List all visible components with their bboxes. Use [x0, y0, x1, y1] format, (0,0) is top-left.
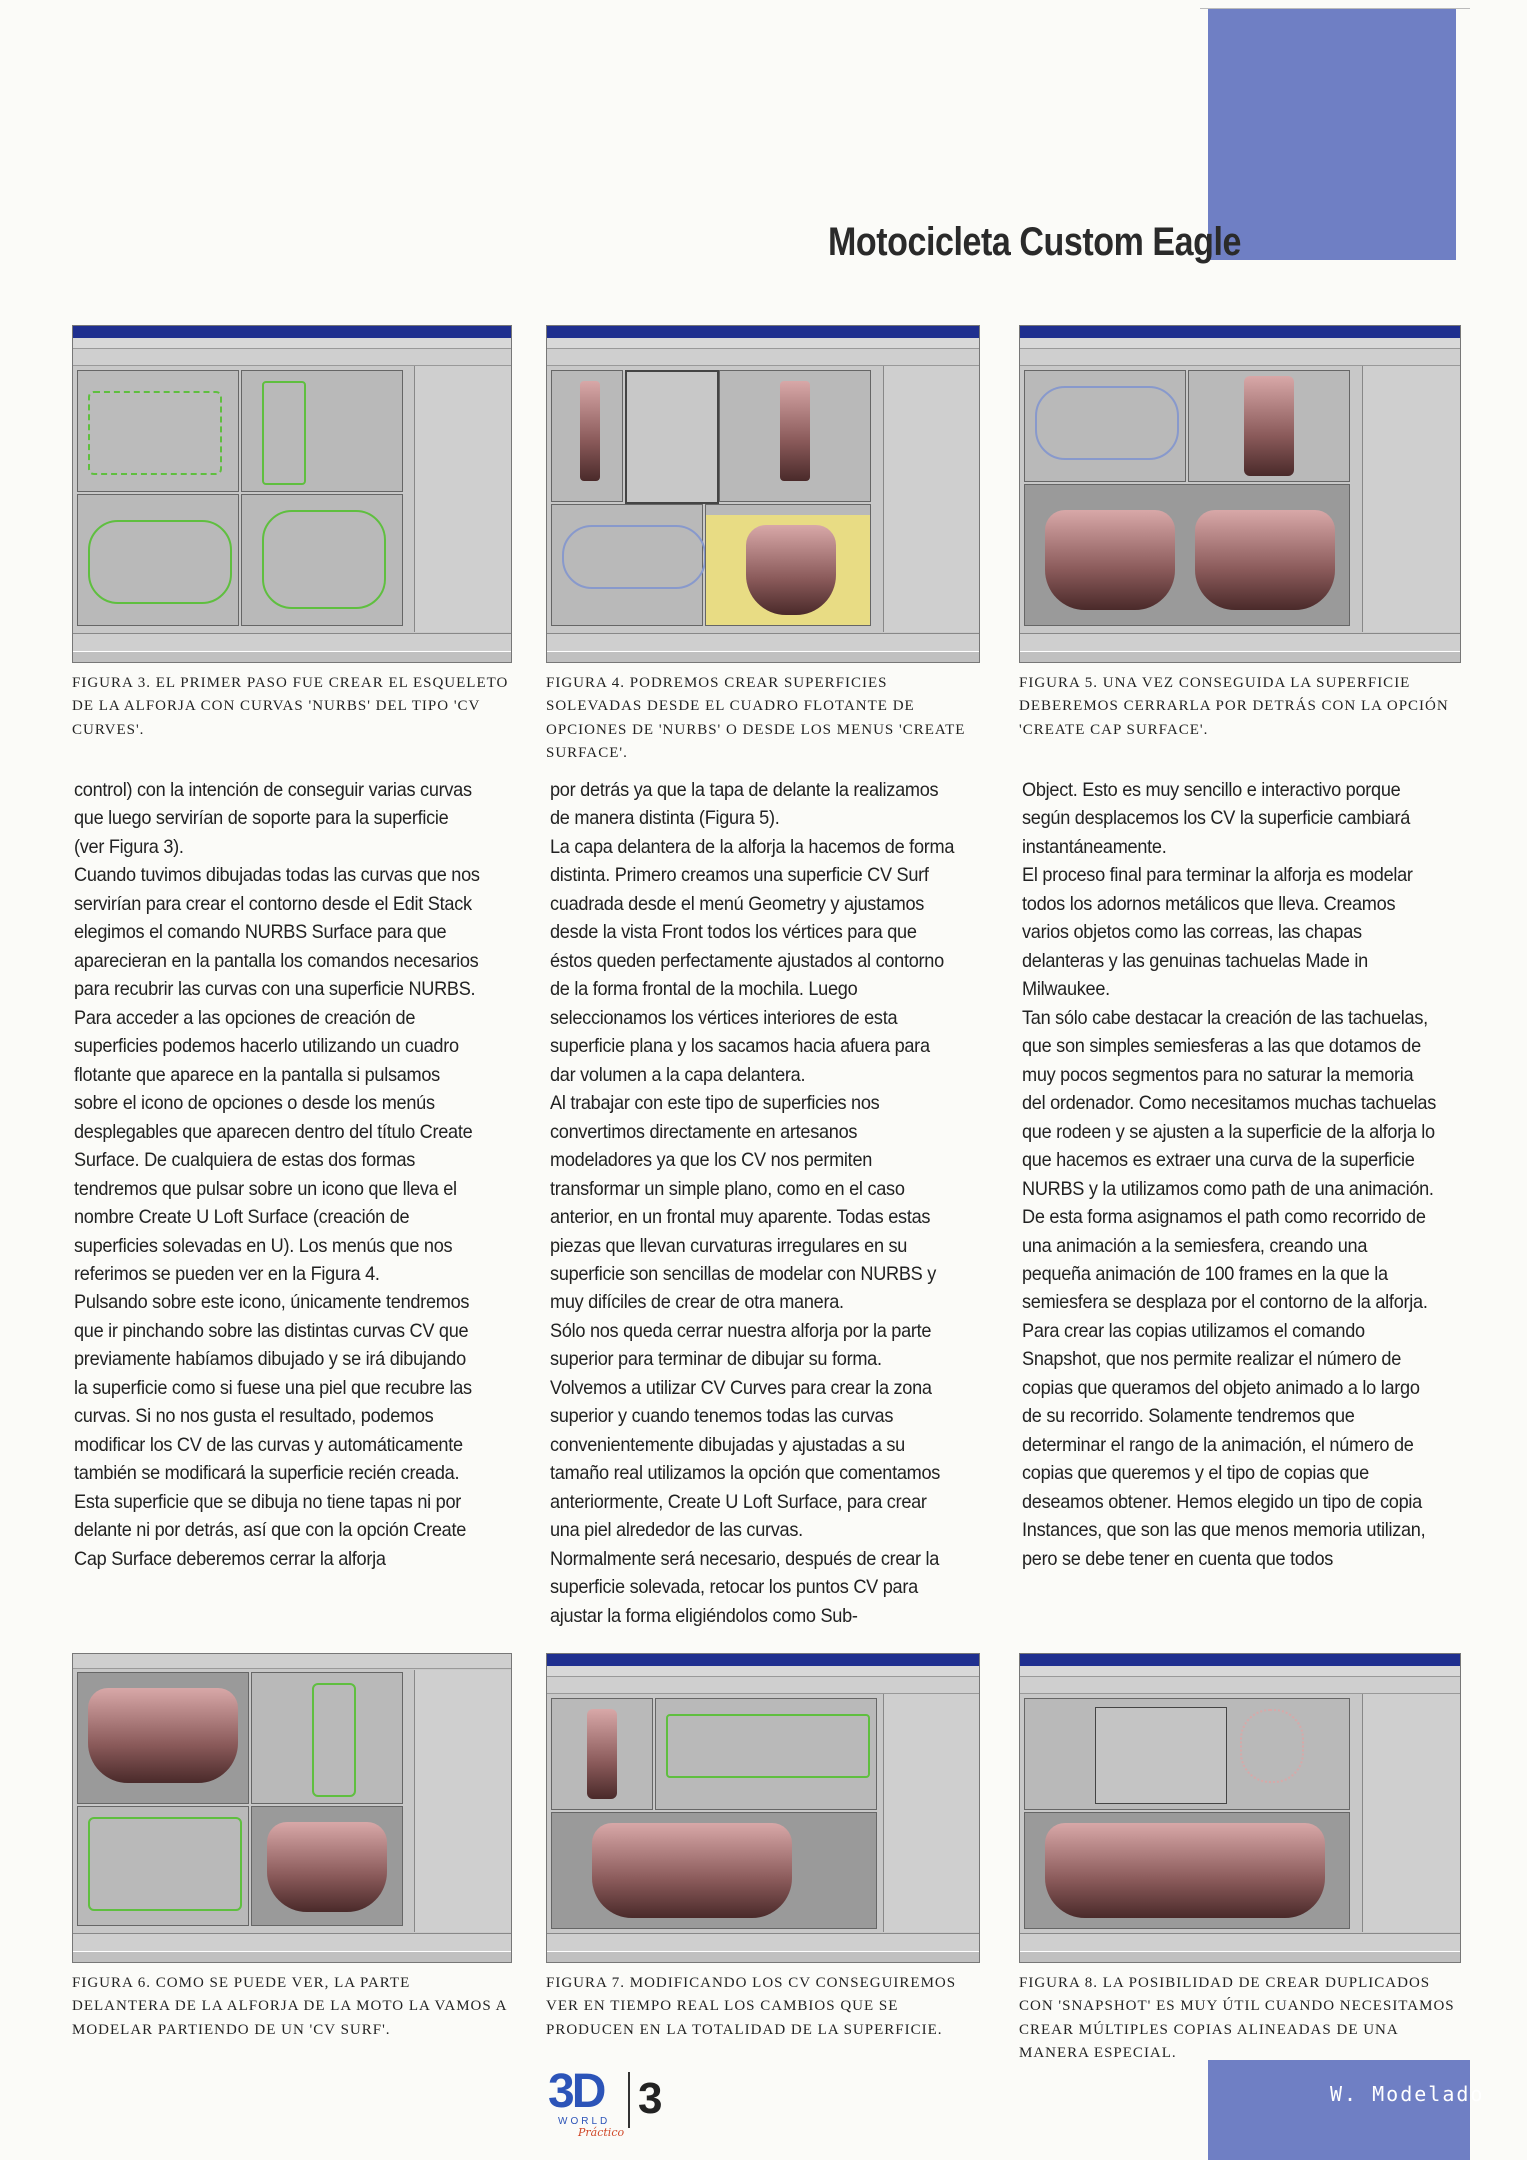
figure-8-caption	[1019, 1972, 1459, 2065]
logo-practico: Práctico	[578, 2126, 625, 2139]
footer-divider	[628, 2072, 630, 2128]
figure-4-text: PODREMOS CREAR SUPERFICIES SOLEVADAS DESDE EL CUADRO FLOTANTE DE OPCIONES DE 'NURBS' O DESDE LOS MENUS 'CREATE SURFACE'.	[546, 675, 966, 761]
figure-7-screenshot	[546, 1653, 980, 1963]
body-column-2: por detrás ya que la tapa de delante la realizamos de manera distinta (Figura 5). La capa delantera de la alforja la hacemos de forma distinta. Primero creamos una superficie CV Surf cuadrada desde el menú Geometry y ajustamos desde la vista Front todos los vértices para que éstos queden perfectamente ajustados al contorno de la forma frontal de la mochila. Luego seleccionamos los vértices interiores de esta superficie plana y los sacamos hacia afuera para dar volumen a la capa delantera. Al trabajar con este tipo de superficies nos convertimos directamente en artesanos modeladores ya que los CV nos permiten transformar un simple plano, como en el caso anterior, en un frontal muy aparente. Todas estas piezas que llevan curvaturas irregulares en su superficie son sencillas de modelar con NURBS y muy difíciles de crear de otra manera. Sólo nos queda cerrar nuestra alforja por la parte superior para terminar de dibujar su forma. Volvemos a utilizar CV Curves para crear la zona superior y cuando tenemos todas las curvas convenientemente dibujadas y ajustadas a su tamaño real utilizamos la opción que comentamos anteriormente, Create U Loft Surface, para crear una piel alrededor de las curvas. Normalmente será necesario, después de crear la superficie solevada, retocar los puntos CV para ajustar la forma eligiéndolos como Sub-	[550, 779, 955, 1627]
figure-6-caption	[72, 1972, 510, 2042]
figure-4-caption	[546, 672, 978, 765]
figure-5-label: FIGURA 5.	[1019, 675, 1099, 691]
figure-7-label: FIGURA 7.	[546, 1975, 626, 1991]
page-number: 3	[638, 2074, 663, 2123]
figure-7-text: MODIFICANDO LOS CV CONSEGUIREMOS VER EN TIEMPO REAL LOS CAMBIOS QUE SE PRODUCEN EN LA TOTALIDAD DE LA SUPERFICIE.	[546, 1975, 957, 2038]
figure-4-label: FIGURA 4.	[546, 675, 626, 691]
figure-8-label: FIGURA 8.	[1019, 1975, 1099, 1991]
page-title: Motocicleta Custom Eagle	[828, 220, 1241, 264]
figure-3-text: EL PRIMER PASO FUE CREAR EL ESQUELETO DE LA ALFORJA CON CURVAS 'NURBS' DEL TIPO 'CV CURVES'.	[72, 675, 509, 738]
figure-6-label: FIGURA 6.	[72, 1975, 152, 1991]
logo-world: WORLD	[558, 2116, 611, 2127]
figure-7-caption	[546, 1972, 978, 2042]
header-accent-tab	[1208, 8, 1456, 260]
figure-6-text: COMO SE PUEDE VER, LA PARTE DELANTERA DE LA ALFORJA DE LA MOTO LA VAMOS A MODELAR PARTIENDO DE UN 'CV SURF'.	[72, 1975, 507, 2038]
figure-6-screenshot	[72, 1653, 512, 1963]
logo-3d: 3D	[548, 2065, 604, 2118]
figure-5-text: UNA VEZ CONSEGUIDA LA SUPERFICIE DEBEREMOS CERRARLA POR DETRÁS CON LA OPCIÓN 'CREATE CAP SURFACE'.	[1019, 675, 1449, 738]
section-tab	[1208, 2060, 1470, 2160]
section-label: W. Modelado	[1330, 2082, 1485, 2106]
body-column-1: control) con la intención de conseguir varias curvas que luego servirían de soporte para la superficie (ver Figura 3). Cuando tuvimos dibujadas todas las curvas que nos servirían para crear el contorno desde el Edit Stack elegimos el comando NURBS Surface para que aparecieran en la pantalla los comandos necesarios para recubrir las curvas con una superficie NURBS. Para acceder a las opciones de creación de superficies podemos hacerlo utilizando un cuadro flotante que aparece en la pantalla si pulsamos sobre el icono de opciones o desde los menús desplegables que aparecen dentro del título Create Surface. De cualquiera de estas dos formas tendremos que pulsar sobre un icono que lleva el nombre Create U Loft Surface (creación de superficies solevadas en U). Los menús que nos referimos se pueden ver en la Figura 4. Pulsando sobre este icono, únicamente tendremos que ir pinchando sobre las distintas curvas CV que previamente habíamos dibujado y se irá dibujando la superficie como si fuese una piel que recubre las curvas. Si no nos gusta el resultado, podemos modificar los CV de las curvas y automáticamente también se modificará la superficie recién creada. Esta superficie que se dibuja no tiene tapas ni por delante ni por detrás, así que con la opción Create Cap Surface deberemos cerrar la alforja	[74, 779, 480, 1570]
figure-8-screenshot	[1019, 1653, 1461, 1963]
figure-4-screenshot	[546, 325, 980, 663]
magazine-logo	[548, 2065, 625, 2140]
figure-3-label: FIGURA 3.	[72, 675, 152, 691]
figure-3-screenshot	[72, 325, 512, 663]
figure-3-caption	[72, 672, 510, 742]
figure-5-caption	[1019, 672, 1459, 742]
header-rule	[1200, 8, 1470, 9]
figure-8-text: LA POSIBILIDAD DE CREAR DUPLICADOS CON 'SNAPSHOT' ES MUY ÚTIL CUANDO NECESITAMOS CREAR MÚLTIPLES COPIAS ALINEADAS DE UNA MANERA ESPECIAL.	[1019, 1975, 1455, 2061]
body-column-3: Object. Esto es muy sencillo e interactivo porque según desplacemos los CV la superficie cambiará instantáneamente. El proceso final para terminar la alforja es modelar todos los adornos metálicos que lleva. Creamos varios objetos como las correas, las chapas delanteras y las genuinas tachuelas Made in Milwaukee. Tan sólo cabe destacar la creación de las tachuelas, que son simples semiesferas a las que dotamos de muy pocos segmentos para no saturar la memoria del ordenador. Como necesitamos muchas tachuelas que rodeen y se ajusten a la superficie de la alforja lo que hacemos es extraer una curva de la superficie NURBS y la utilizamos como path de una animación. De esta forma asignamos el path como recorrido de una animación a la semiesfera, creando una pequeña animación de 100 frames en la que la semiesfera se desplaza por el contorno de la alforja. Para crear las copias utilizamos el comando Snapshot, que nos permite realizar el número de copias que queramos del objeto animado a lo largo de su recorrido. Solamente tendremos que determinar el rango de la animación, el número de copias que queremos y el tipo de copias que deseamos obtener. Hemos elegido un tipo de copia Instances, que son las que menos memoria utilizan, pero se debe tener en cuenta que todos	[1022, 779, 1437, 1570]
figure-5-screenshot	[1019, 325, 1461, 663]
